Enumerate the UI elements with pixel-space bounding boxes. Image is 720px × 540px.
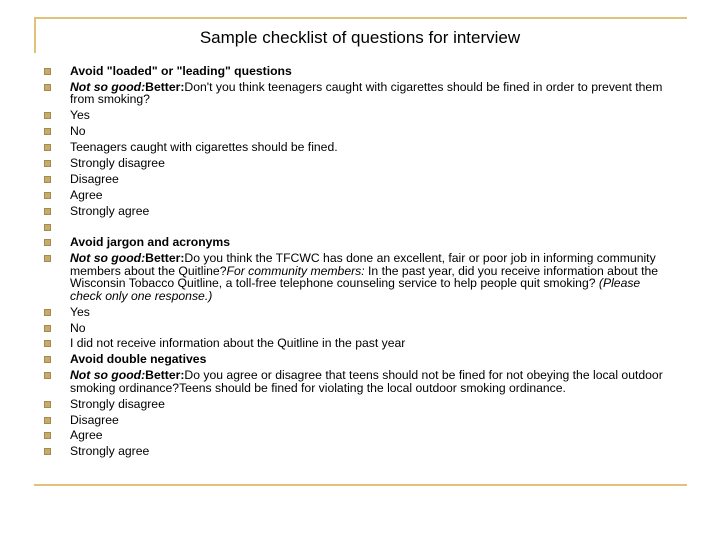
- bullet-icon: [44, 401, 51, 408]
- frame-top-rule: [34, 17, 687, 19]
- list-item: [44, 337, 664, 350]
- list-item: [44, 369, 664, 394]
- list-item-text: Yes: [70, 108, 90, 123]
- list-item-text: Strongly agree: [70, 203, 150, 218]
- bullet-icon: [44, 68, 51, 75]
- frame-bottom-rule: [34, 484, 687, 486]
- list-item: [44, 429, 664, 442]
- list-item: [44, 252, 664, 302]
- list-item-text: (Please check only one response.): [70, 276, 641, 303]
- bullet-icon: [44, 239, 51, 246]
- bullet-icon: [44, 128, 51, 135]
- bullet-icon: [44, 255, 51, 262]
- list-item: [44, 65, 664, 78]
- list-item-text: Do you agree or disagree that teens should not be fined for not obeying the local outdoor smoking ordinance?Teens should be fined for violating the local outdoor smoking ordinance.: [70, 368, 663, 395]
- list-item-text: Avoid double negatives: [70, 352, 207, 367]
- list-item-text: For community members:: [226, 263, 365, 278]
- list-item-text: Yes: [70, 304, 90, 319]
- list-item-text: Not so good:: [70, 368, 146, 383]
- list-item: [44, 205, 664, 218]
- list-item: [44, 353, 664, 366]
- list-item: [44, 414, 664, 427]
- list-item-text: Strongly disagree: [70, 155, 165, 170]
- list-item-text: Disagree: [70, 412, 119, 427]
- list-item-text: Strongly agree: [70, 444, 150, 459]
- bullet-icon: [44, 448, 51, 455]
- bullet-icon: [44, 224, 51, 231]
- list-item: [44, 81, 664, 106]
- bullet-icon: [44, 356, 51, 363]
- list-item: [44, 221, 664, 234]
- list-item: [44, 398, 664, 411]
- bullet-icon: [44, 309, 51, 316]
- list-item: [44, 125, 664, 138]
- list-item-text: Do you think the TFCWC has done an excellent, fair or poor job in informing community members about the Quitline?: [70, 251, 656, 278]
- bullet-icon: [44, 192, 51, 199]
- list-item: [44, 189, 664, 202]
- list-item-text: Better:: [145, 368, 185, 383]
- list-item: [44, 109, 664, 122]
- list-item-text: No: [70, 320, 86, 335]
- bullet-icon: [44, 176, 51, 183]
- list-item-text: I did not receive information about the Quitline in the past year: [70, 336, 406, 351]
- bullet-icon: [44, 208, 51, 215]
- bullet-icon: [44, 417, 51, 424]
- list-item-text: Avoid jargon and acronyms: [70, 235, 231, 250]
- bullet-icon: [44, 372, 51, 379]
- list-item-text: Better:: [145, 79, 185, 94]
- list-item: [44, 322, 664, 335]
- list-item: [44, 445, 664, 458]
- list-item: [44, 141, 664, 154]
- list-item-text: Not so good:: [70, 251, 146, 266]
- list-item-text: Agree: [70, 428, 103, 443]
- bullet-icon: [44, 112, 51, 119]
- list-item: [44, 157, 664, 170]
- list-item-text: Strongly disagree: [70, 396, 165, 411]
- list-item-text: In the past year, did you receive information about the Wisconsin Tobacco Quitline, a toll-free telephone counseling service to help people quit smoking?: [70, 263, 659, 291]
- list-item: [44, 306, 664, 319]
- list-item-text: Better:: [145, 251, 185, 266]
- list-item-text: Don't you think teenagers caught with cigarettes should be fined in order to prevent them from smoking?: [70, 79, 663, 107]
- bullet-icon: [44, 325, 51, 332]
- list-item-text: Agree: [70, 187, 103, 202]
- bullet-icon: [44, 144, 51, 151]
- bullet-icon: [44, 160, 51, 167]
- bullet-icon: [44, 340, 51, 347]
- checklist: [44, 65, 664, 461]
- list-item-text: No: [70, 124, 86, 139]
- list-item: [44, 173, 664, 186]
- page-title: Sample checklist of questions for interview: [199, 28, 521, 47]
- bullet-icon: [44, 432, 51, 439]
- list-item-text: Teenagers caught with cigarettes should be fined.: [70, 140, 338, 155]
- list-item-text: Not so good:: [70, 79, 146, 94]
- list-item-text: Avoid "loaded" or "leading" questions: [70, 64, 292, 78]
- list-item: [44, 236, 664, 249]
- bullet-icon: [44, 84, 51, 91]
- list-item-text: Disagree: [70, 171, 119, 186]
